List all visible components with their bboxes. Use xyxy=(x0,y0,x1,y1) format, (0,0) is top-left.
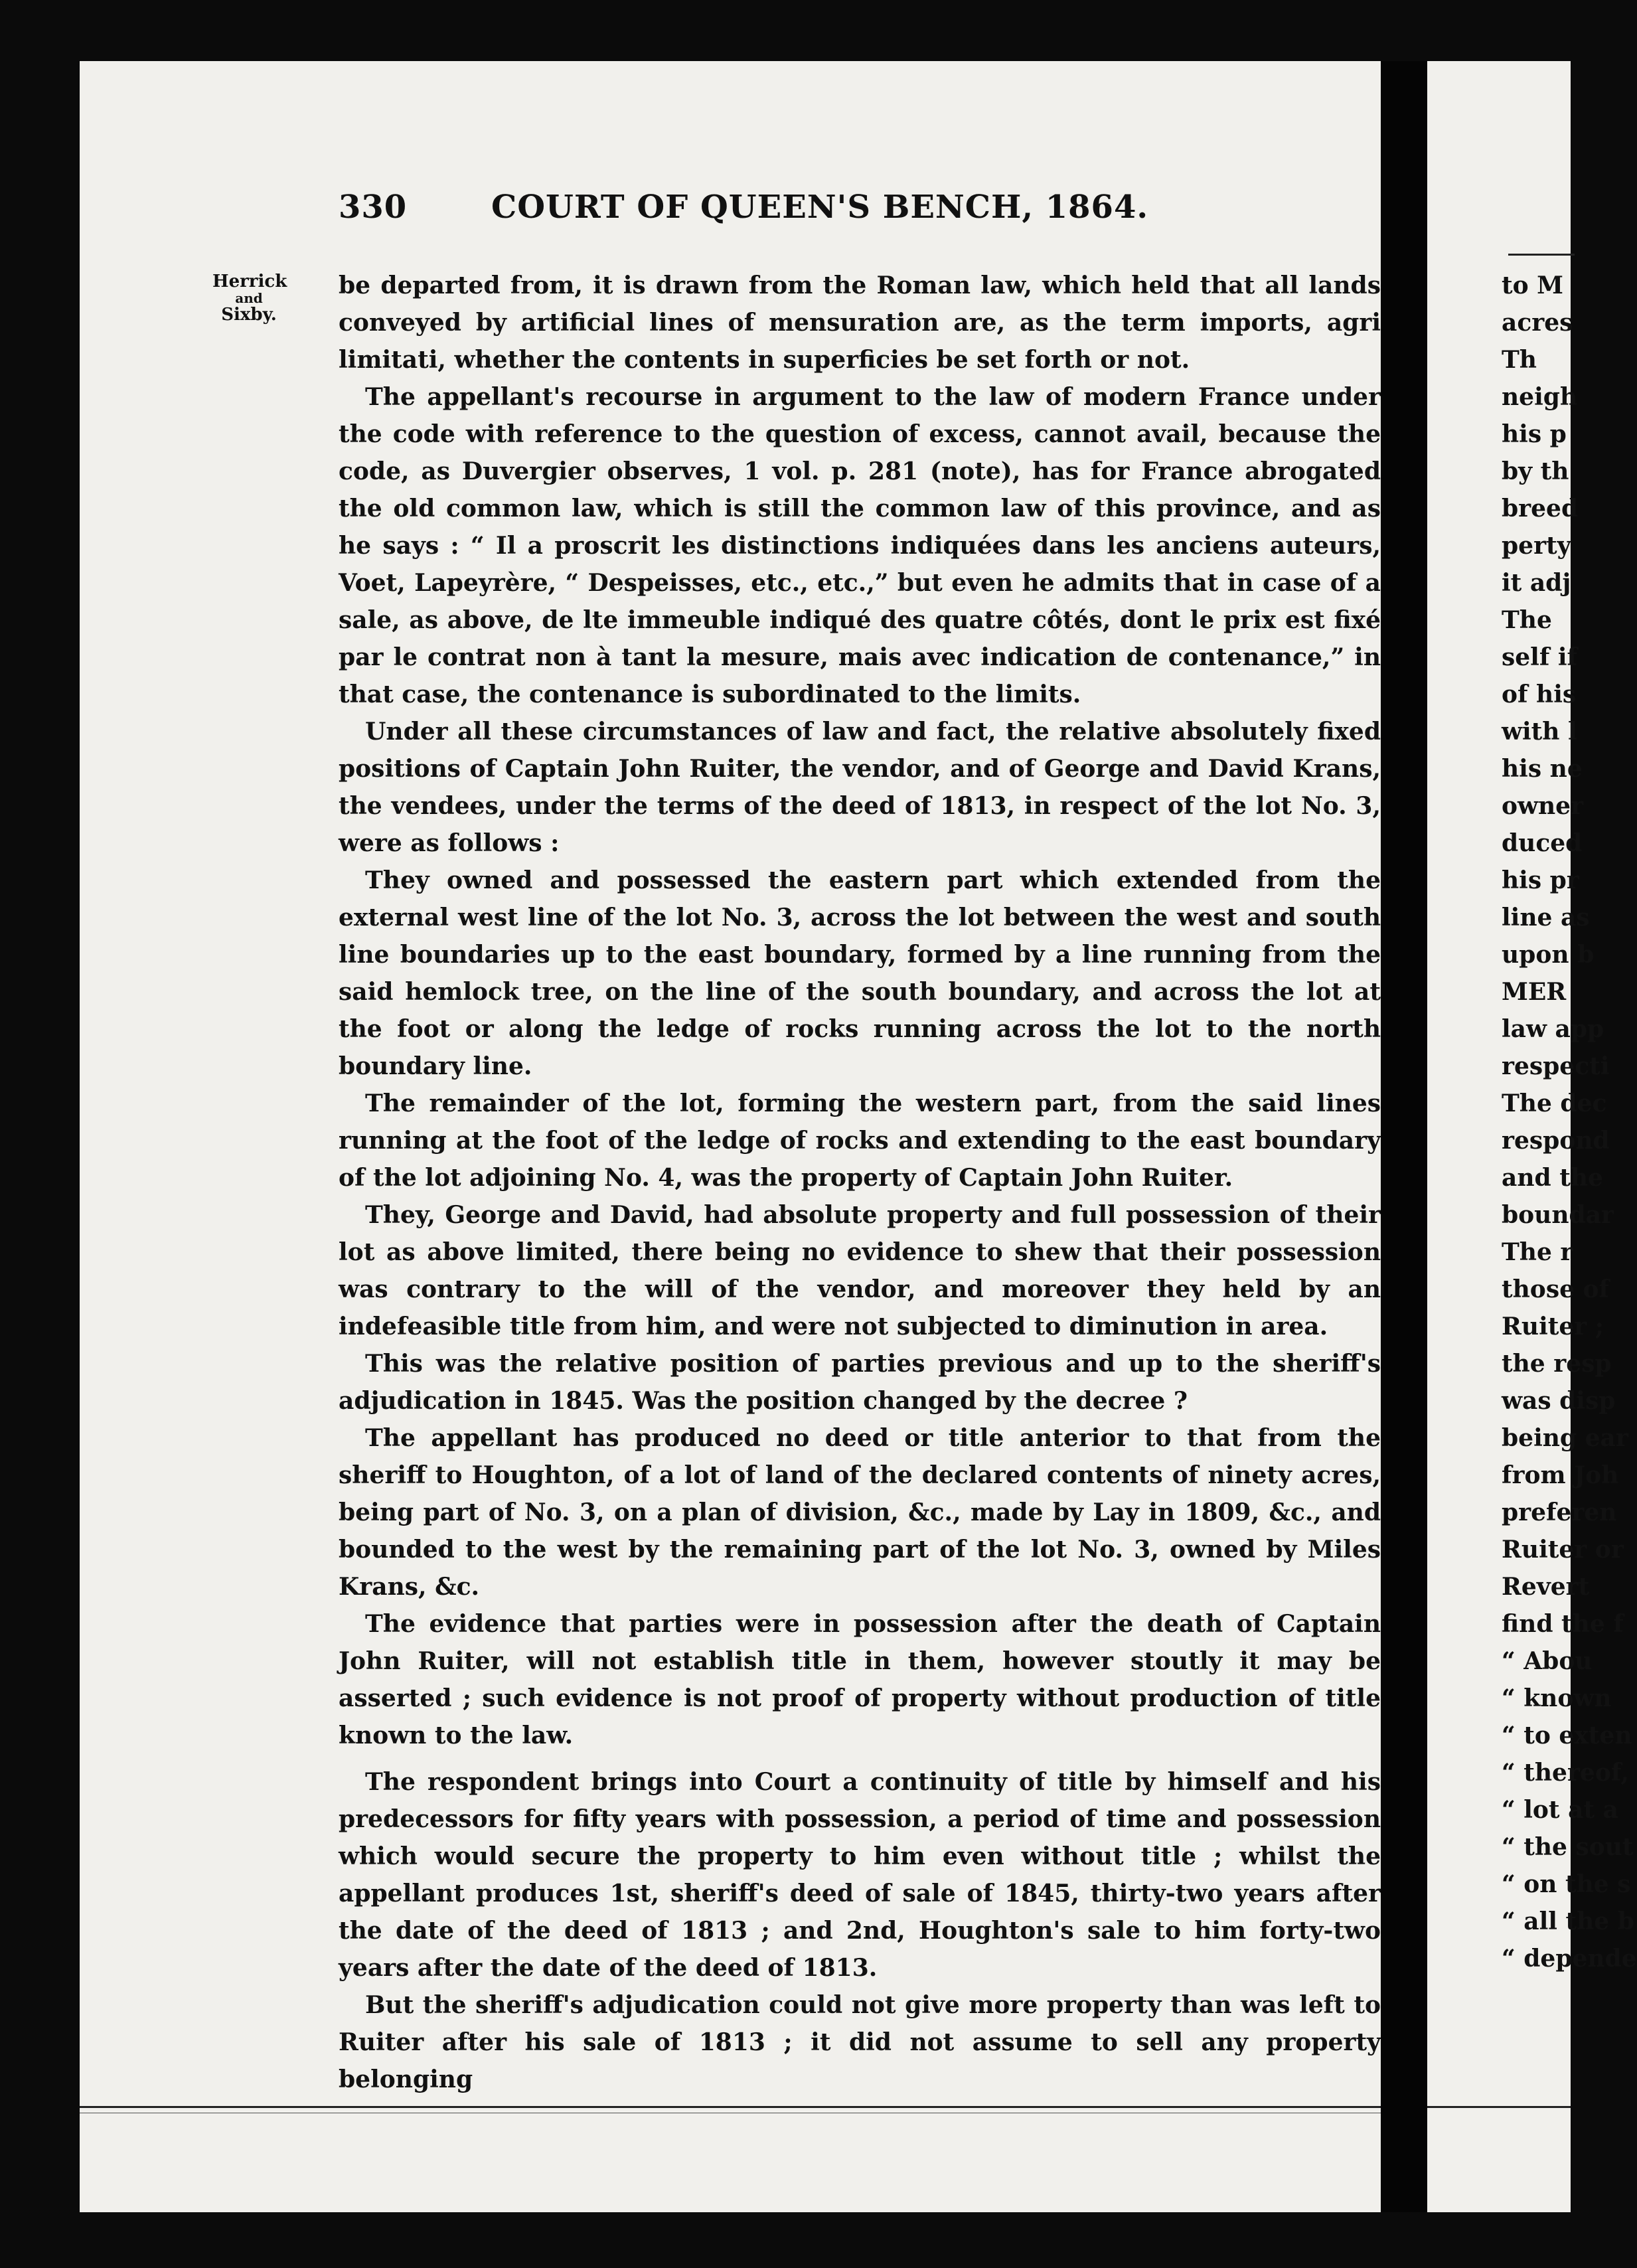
bottom-rule xyxy=(80,2106,1381,2108)
right-fragment-line: with l xyxy=(1502,718,1577,746)
paragraph: They owned and possessed the eastern part which extended from the external west line of the lot No. 3, across the lot between the west and south line boundaries up to the east boundary, formed by a line running from the said hemlock tree, on the line of the south boundary, and across the lot at the foot or along the ledge of rocks running across the lot to the north boundary line. xyxy=(339,866,1381,1080)
paragraph: But the sheriff's adjudication could not give more property than was left to Ruiter after his sale of 1813 ; it did not assume to sell any property belonging xyxy=(339,1991,1381,2093)
page-title: COURT OF QUEEN'S BENCH, 1864. xyxy=(491,189,1149,226)
paragraph: The remainder of the lot, forming the western part, from the said lines running at the foot of the ledge of rocks and extending to the east boundary of the lot adjoining No. 4, was the property of Captain John Ruiter. xyxy=(339,1090,1381,1192)
right-fragment-line: “ thereof, xyxy=(1502,1759,1630,1787)
right-fragment-line: line as xyxy=(1502,904,1590,932)
top-rule-right xyxy=(1508,254,1575,256)
right-fragment-line: find the f xyxy=(1502,1610,1624,1638)
right-fragment-line: was disp xyxy=(1502,1387,1616,1415)
right-fragment-line: neigh xyxy=(1502,383,1578,411)
right-fragment-line: owner xyxy=(1502,792,1584,820)
right-fragment-line: Ruiter ; xyxy=(1502,1313,1604,1340)
right-fragment-line: to M xyxy=(1502,272,1564,299)
paragraph: This was the relative position of parties previous and up to the sheriff's adjudication in 1845. Was the position changed by the decree ? xyxy=(339,1350,1381,1415)
paragraph: Under all these circumstances of law and fact, the relative absolutely fixed positions of Captain John Ruiter, the vendor, and of George and David Krans, the vendees, under the terms of the deed of 1813, in respect of the lot No. 3, were as follows : xyxy=(339,718,1381,857)
right-fragment-line: boundar xyxy=(1502,1201,1614,1229)
right-fragment-line: perty xyxy=(1502,532,1571,560)
right-fragment-line: preferen xyxy=(1502,1498,1617,1526)
right-fragment-line: The dec xyxy=(1502,1090,1607,1117)
right-fragment-line: it adj xyxy=(1502,569,1571,597)
right-fragment-line: breed xyxy=(1502,495,1579,523)
sidenote-line: Herrick xyxy=(212,272,287,291)
right-column-fragments xyxy=(1502,267,1637,1977)
right-fragment-line: acres xyxy=(1502,309,1573,337)
right-fragment-line: The r xyxy=(1502,1238,1573,1266)
right-fragment-line: “ the sout xyxy=(1502,1833,1634,1861)
right-fragment-line: The xyxy=(1502,606,1552,634)
right-fragment-line: and the xyxy=(1502,1164,1603,1192)
running-header xyxy=(339,189,1215,228)
paragraph: The appellant has produced no deed or title anterior to that from the sheriff to Houghton, of a lot of land of the declared contents of ninety acres, being part of No. 3, on a plan of division, &c., made by Lay in 1809, &c., and bounded to the west by the remaining part of the lot No. 3, owned by Miles Krans, &c. xyxy=(339,1424,1381,1601)
case-sidenote xyxy=(212,272,285,324)
right-fragment-line: self if xyxy=(1502,643,1578,671)
right-fragment-line: respecti xyxy=(1502,1052,1610,1080)
right-fragment-line: “ on the s xyxy=(1502,1870,1631,1898)
document-page-right xyxy=(1427,61,1637,2212)
sidenote-line: and xyxy=(235,290,263,306)
right-fragment-line: being ear xyxy=(1502,1424,1628,1452)
right-fragment-line: from Joh xyxy=(1502,1461,1619,1489)
right-fragment-line: his p xyxy=(1502,420,1567,448)
right-fragment-line: of his xyxy=(1502,681,1577,708)
sidenote-line: Sixby. xyxy=(221,305,277,325)
right-fragment-line: MER xyxy=(1502,978,1567,1006)
right-fragment-line: by th xyxy=(1502,457,1569,485)
right-fragment-line: Revert xyxy=(1502,1573,1590,1601)
right-fragment-line: “ to exten xyxy=(1502,1722,1632,1749)
right-fragment-line: his ne xyxy=(1502,755,1583,783)
document-page-left xyxy=(80,61,1381,2212)
paragraph: The evidence that parties were in possession after the death of Captain John Ruiter, will not establish title in them, however stoutly it may be asserted ; such evidence is not proof of property without production of title known to the law. xyxy=(339,1610,1381,1749)
right-fragment-line: respond xyxy=(1502,1127,1610,1155)
right-fragment-line: Th xyxy=(1502,346,1537,374)
right-fragment-line: those of xyxy=(1502,1275,1610,1303)
body-text xyxy=(339,267,1381,2098)
right-fragment-line: Ruiter or xyxy=(1502,1536,1624,1564)
right-fragment-line: the resp xyxy=(1502,1350,1612,1378)
paragraph: be departed from, it is drawn from the Roman law, which held that all lands conveyed by artificial lines of mensuration are, as the term imports, agri limitati, whether the contents in superficies be set forth or not. xyxy=(339,272,1381,374)
right-fragment-line: “ all the b xyxy=(1502,1907,1634,1935)
right-fragment-line: law app xyxy=(1502,1015,1604,1043)
right-fragment-line: his pr xyxy=(1502,866,1579,894)
page-number: 330 xyxy=(339,189,408,226)
right-fragment-line: upon b xyxy=(1502,941,1595,969)
paragraph: The respondent brings into Court a continuity of title by himself and his predecessors for fifty years with possession, a period of time and possession which would secure the property to him even without title ; whilst the appellant produces 1st, sheriff's deed of sale of 1845, thirty-two years after the date of the deed of 1813 ; and 2nd, Houghton's sale to him forty-two years after the date of the deed of 1813. xyxy=(339,1768,1381,1982)
paragraph: They, George and David, had absolute property and full possession of their lot as above limited, there being no evidence to shew that their possession was contrary to the will of the vendor, and moreover they held by an indefeasible title from him, and were not subjected to diminution in area. xyxy=(339,1201,1381,1340)
right-fragment-line: “ lot at a xyxy=(1502,1796,1618,1824)
right-fragment-line: duced xyxy=(1502,829,1583,857)
page-gutter xyxy=(1381,61,1427,2212)
paragraph: The appellant's recourse in argument to the law of modern France under the code with reference to the question of excess, cannot avail, because the code, as Duvergier observes, 1 vol. p. 281 (note), has for France abrogated the old common law, which is still the common law of this province, and as he says : “ Il a proscrit les distinctions indiquées dans les anciens auteurs, Voet, Lapeyrère, “ Despeisses, etc., etc.,” but even he admits that in case of a sale, as above, de lte immeuble indiqué des quatre côtés, dont le prix est fixé par le contrat non à tant la mesure, mais avec indication de contenance,” in that case, the contenance is subordinated to the limits. xyxy=(339,383,1381,708)
right-fragment-line: “ known xyxy=(1502,1684,1612,1712)
right-fragment-line: “ Abou xyxy=(1502,1647,1593,1675)
bottom-rule-right xyxy=(1427,2106,1571,2108)
right-fragment-line: “ depende xyxy=(1502,1945,1637,1973)
